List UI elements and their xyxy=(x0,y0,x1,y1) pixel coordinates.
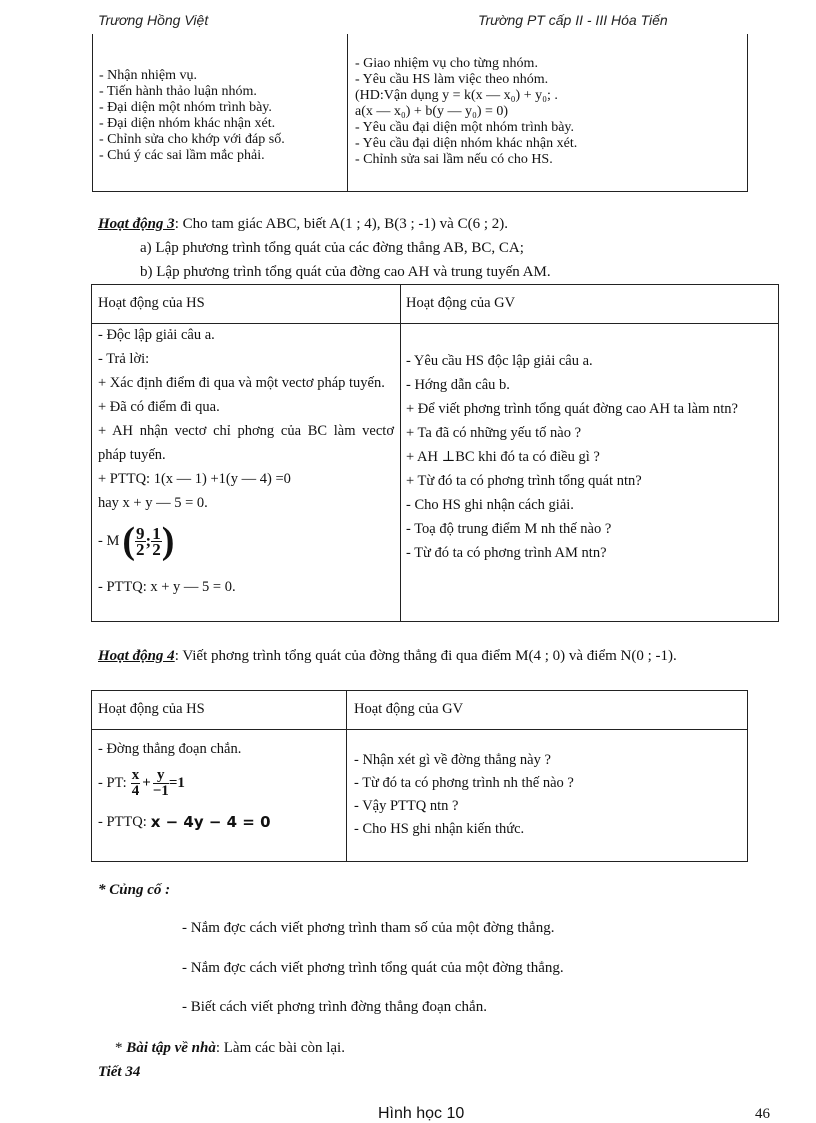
list-item: - Nhận nhiệm vụ. xyxy=(99,68,197,83)
activity-3-text: : Cho tam giác ABC, biết A(1 ; 4), B(3 ; -1) và C(6 ; 2). xyxy=(174,216,508,232)
list-item: + Từ đó ta có phơng trình tổng quát ntn? xyxy=(406,473,642,489)
activity-3-label: Hoạt động 3 xyxy=(98,216,175,232)
list-item: - Từ đó ta có phơng trình AM ntn? xyxy=(406,545,607,561)
list-item: + Đã có điểm đi qua. xyxy=(98,399,220,415)
midpoint-m-formula xyxy=(98,515,394,567)
right-paren: ) xyxy=(161,520,175,562)
consolidate-item: - Biết cách viết phơng trình đờng thẳng đoạn chắn. xyxy=(182,999,487,1015)
fraction-x-4 xyxy=(131,768,141,799)
list-item: - Toạ độ trung điểm M nh thế nào ? xyxy=(406,521,612,537)
list-item: - Từ đó ta có phơng trình nh thế nào ? xyxy=(354,775,574,791)
fraction-1-2 xyxy=(151,523,162,559)
list-item: - Đờng thẳng đoạn chắn. xyxy=(98,741,242,757)
column-header-hs: Hoạt động của HS xyxy=(98,295,205,311)
left-paren: ( xyxy=(122,520,136,562)
list-item: + Xác định điểm đi qua và một vectơ pháp tuyến. xyxy=(98,375,385,391)
list-item: + PTTQ: 1(x — 1) +1(y — 4) =0 xyxy=(98,471,291,487)
column-header-gv: Hoạt động của GV xyxy=(354,701,464,717)
list-item: - Chú ý các sai lầm mắc phải. xyxy=(99,148,265,163)
fraction-denominator: −1 xyxy=(152,782,169,799)
column-header-gv: Hoạt động của GV xyxy=(406,295,516,311)
activity-3-gv-column xyxy=(406,349,774,565)
consolidate-label: * Củng cố : xyxy=(98,882,171,898)
next-lesson: Tiết 34 xyxy=(98,1064,141,1080)
list-item: hay x + y — 5 = 0. xyxy=(98,495,208,511)
list-item: - Vậy PTTQ ntn ? xyxy=(354,798,459,814)
list-item: - Chỉnh sửa cho khớp với đáp số. xyxy=(99,132,285,147)
table-activity-4 xyxy=(91,690,748,862)
list-item: a(x — x₀) + b(y — y₀) = 0) xyxy=(355,104,509,119)
table1-hs-column xyxy=(99,68,339,164)
fraction-numerator: y xyxy=(153,768,169,784)
list-item: + AH nhận vectơ chỉ phơng của BC làm vectơ pháp tuyến. xyxy=(98,423,394,463)
activity-3-hs-column xyxy=(98,323,394,599)
fraction-denominator: 4 xyxy=(131,782,140,799)
fraction-denominator: 2 xyxy=(152,539,161,559)
list-item: - Độc lập giải câu a. xyxy=(98,327,215,343)
list-item: - Đại diện nhóm khác nhận xét. xyxy=(99,116,276,131)
activity-4-text: : Viết phơng trình tổng quát của đờng thẳng đi qua điểm M(4 ; 0) và điểm N(0 ; -1). xyxy=(174,648,677,664)
list-item: - Yêu cầu HS độc lập giải câu a. xyxy=(406,353,593,369)
homework-text: : Làm các bài còn lại. xyxy=(215,1040,345,1056)
table1-gv-column xyxy=(355,56,745,168)
list-item: - Yêu cầu đại diện một nhóm trình bày. xyxy=(355,120,575,135)
activity-4-gv-column xyxy=(354,749,744,841)
table-activity-3 xyxy=(91,284,779,622)
consolidate-item: - Nắm đợc cách viết phơng trình tham số của một đờng thẳng. xyxy=(182,920,555,936)
general-equation xyxy=(98,807,342,837)
list-item: - Cho HS ghi nhận cách giải. xyxy=(406,497,574,513)
activity-4-title xyxy=(98,645,788,667)
list-item: - Giao nhiệm vụ cho từng nhóm. xyxy=(355,56,538,71)
list-item: - Chỉnh sửa sai lầm nếu có cho HS. xyxy=(355,152,553,167)
list-item: - Đại diện một nhóm trình bày. xyxy=(99,100,272,115)
header-school: Trường PT cấp II - III Hóa Tiến xyxy=(478,12,668,28)
list-item: - Tiến hành thảo luận nhóm. xyxy=(99,84,257,99)
fraction-numerator: x xyxy=(131,766,140,783)
pt-label: - PT: xyxy=(98,775,127,791)
list-item: - Nhận xét gì về đờng thẳng này ? xyxy=(354,752,551,768)
fraction-denominator: 2 xyxy=(136,539,145,559)
consolidate-item: - Nắm đợc cách viết phơng trình tổng quát của một đờng thẳng. xyxy=(182,960,564,976)
list-item: + Ta đã có những yếu tố nào ? xyxy=(406,425,582,441)
list-item: - PTTQ: x + y — 5 = 0. xyxy=(98,579,236,595)
page-number: 46 xyxy=(755,1106,770,1122)
list-item: - Cho HS ghi nhận kiến thức. xyxy=(354,821,525,837)
activity-3-item-b: b) Lập phương trình tổng quát của đờng cao AH và trung tuyến AM. xyxy=(140,264,551,280)
plus-sign: + xyxy=(142,775,151,791)
fraction-9-2 xyxy=(135,523,146,559)
homework-label: Bài tập về nhà xyxy=(126,1040,216,1056)
table-1 xyxy=(92,34,748,192)
list-item: (HD:Vận dụng y = k(x — x₀) + y₀; . xyxy=(355,88,558,103)
homework-line xyxy=(115,1038,345,1058)
fraction-y-minus1 xyxy=(153,768,169,799)
footer-title: Hình học 10 xyxy=(378,1105,465,1122)
midpoint-m-label: - M xyxy=(98,533,120,549)
list-item: - Hớng dẫn câu b. xyxy=(406,377,510,393)
fraction-numerator: 1 xyxy=(152,523,161,543)
activity-4-hs-column xyxy=(98,741,342,837)
activity-3-title xyxy=(98,214,778,234)
column-header-hs: Hoạt động của HS xyxy=(98,701,205,717)
equals-one: =1 xyxy=(168,775,185,791)
list-item: + AH ⊥BC khi đó ta có điều gì ? xyxy=(406,449,600,465)
fraction-numerator: 9 xyxy=(136,523,145,543)
separator: ; xyxy=(145,531,152,550)
activity-3-item-a: a) Lập phương trình tổng quát của các đờng thẳng AB, BC, CA; xyxy=(140,240,524,256)
pttq-label: - PTTQ: xyxy=(98,814,147,830)
list-item: - Trả lời: xyxy=(98,351,150,367)
homework-star: * xyxy=(115,1040,123,1056)
pttq-equation: x − 4y − 4 = 0 xyxy=(150,813,271,831)
intercept-equation xyxy=(98,761,342,805)
activity-4-label: Hoạt động 4 xyxy=(98,648,175,664)
list-item: - Yêu cầu đại diện nhóm khác nhận xét. xyxy=(355,136,578,151)
header-author: Trương Hồng Việt xyxy=(98,12,209,28)
list-item: - Yêu cầu HS làm việc theo nhóm. xyxy=(355,72,549,87)
list-item: + Để viết phơng trình tổng quát đờng cao AH ta làm ntn? xyxy=(406,401,738,417)
